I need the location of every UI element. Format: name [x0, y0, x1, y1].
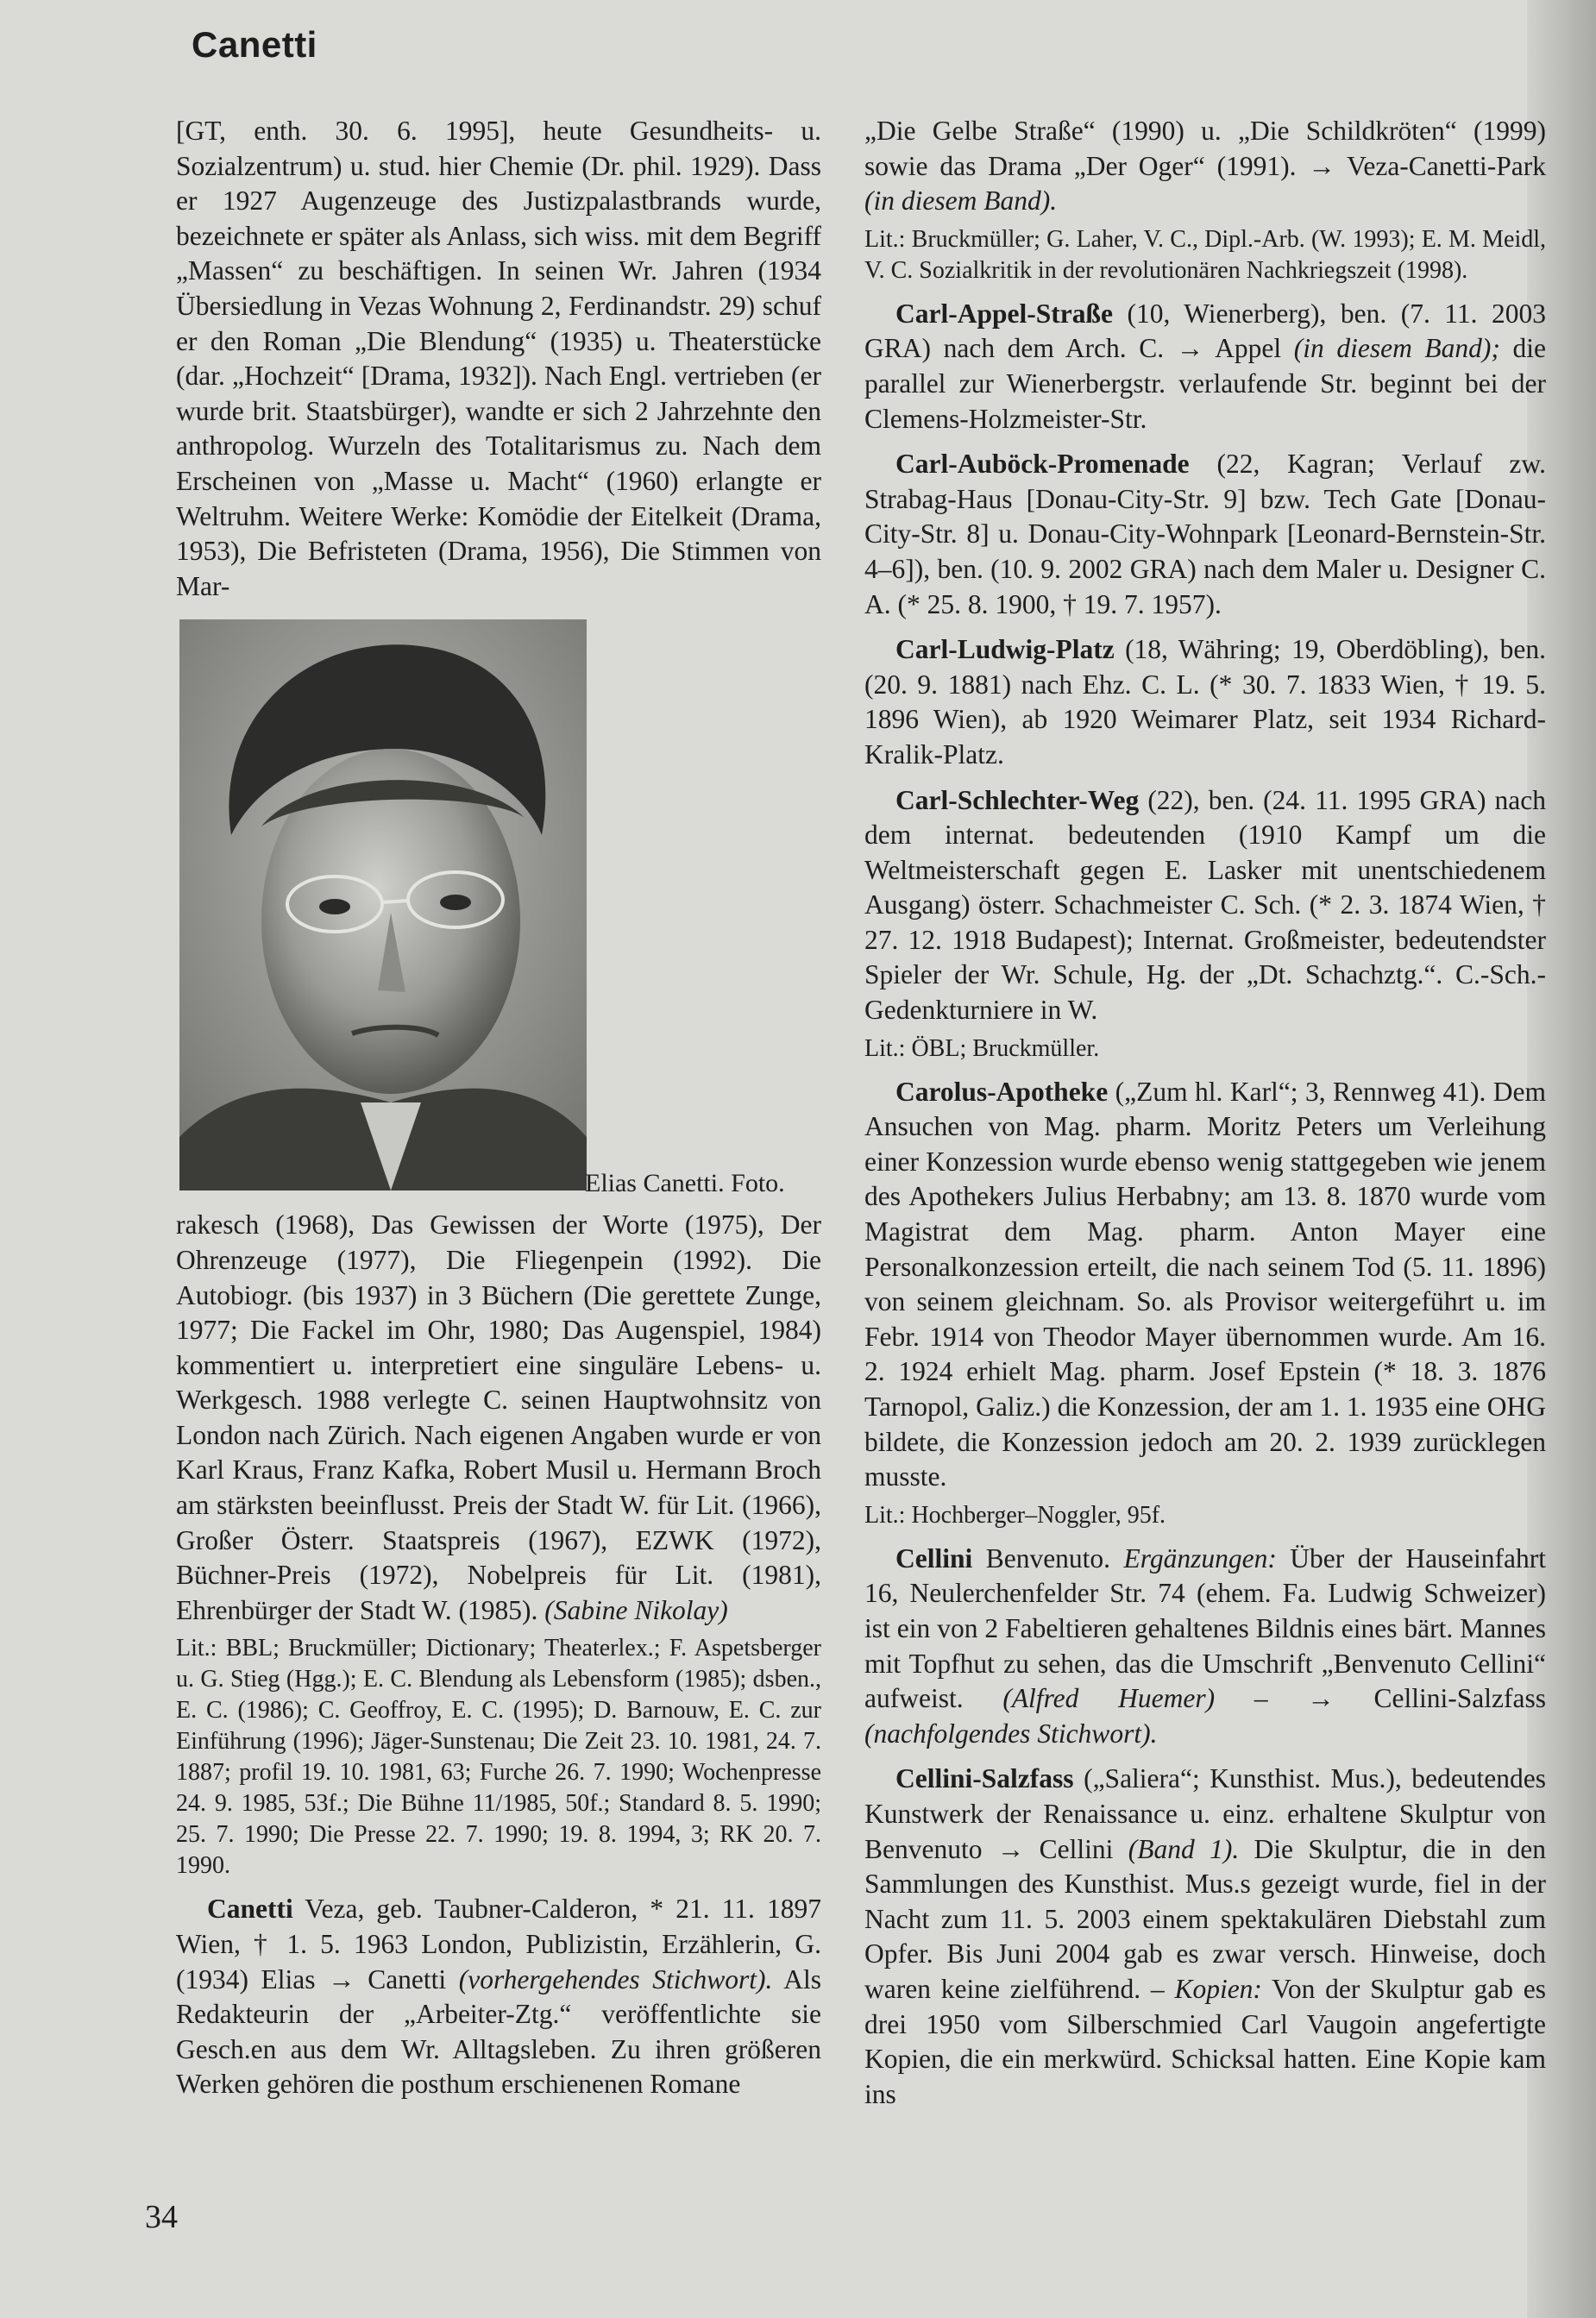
- veza-cont-text: „Die Gelbe Straße“ (1990) u. „Die Schildkröten“ (1999) sowie das Drama „Der Oger“ (1991). → Veza-Canetti-Park: [864, 116, 1546, 181]
- author-sabine-nikolay: (Sabine Nikolay): [544, 1594, 728, 1625]
- elias-text: rakesch (1968), Das Gewissen der Worte (1975), Der Ohrenzeuge (1977), Die Fliegenpein (1992). Die Autobiogr. (bis 1937) in 3 Büchern (Die gerettete Zunge, 1977; Die Fackel im Ohr, 1980; Das Augenspiel, 1984) kommentiert u. interpretiert eine singuläre Lebens- u. Werkgesch. 1988 verlegte C. seinen Hauptwohnsitz von London nach Zürich. Nach eigenen Angaben wurde er von Karl Kraus, Franz Kafka, Robert Musil u. Hermann Broch am stärksten beeinflusst. Preis der Stadt W. für Lit. (1966), Großer Österr. Staatspreis (1967), EZWK (1972), Büchner-Preis (1972), Nobelpreis für Lit. (1981), Ehrenbürger der Stadt W. (1985).: [176, 1209, 821, 1625]
- photo-figure: [176, 619, 821, 1199]
- entry-veza-canetti: [176, 1892, 821, 2102]
- veza-crossref: (vorhergehendes Stichwort).: [458, 1963, 773, 1994]
- e7-text-b: Die Skulptur, die in den Sammlungen des Kunsthist. Mus.s gezeigt wurde, fiel in der Nacht zum 11. 5. 2003 einem spektakulären Diebstahl zum Opfer. Bis Juni 2004 gab es zwar versch. Hinweise, doch waren keine zielführend. –: [864, 1833, 1546, 2004]
- headword-carl-schlechter-weg: Carl-Schlechter-Weg: [895, 784, 1140, 815]
- paragraph-veza-continued: [864, 114, 1546, 219]
- literature-elias: Lit.: BBL; Bruckmüller; Dictionary; Theaterlex.; F. Aspetsberger u. G. Stieg (Hgg.); E. C. Blendung als Lebensform (1985); dsben., E. C. (1986); C. Geoffroy, E. C. (1995); D. Barnouw, E. C. zur Einführung (1996); Jäger-Sunstenau; Die Zeit 23. 10. 1981, 24. 7. 1887; profil 19. 10. 1981, 63; Furche 26. 7. 1990; Wochenpresse 24. 9. 1985, 53f.; Die Bühne 11/1985, 50f.; Standard 8. 5. 1990; 25. 7. 1990; Die Presse 22. 7. 1990; 19. 8. 1994, 3; RK 20. 7. 1990.: [176, 1635, 821, 1880]
- author-alfred-huemer: (Alfred Huemer): [1002, 1683, 1216, 1714]
- entry-carolus-apotheke: [864, 1075, 1546, 1495]
- photo-caption: Elias Canetti. Foto.: [585, 1168, 785, 1197]
- e6-text-a: Benvenuto.: [972, 1542, 1124, 1574]
- e7-text-a: („Saliera“; Kunsthist. Mus.), bedeutendes Kunstwerk der Renaissance u. einz. erhaltene Skulptur von Benvenuto → Cellini: [864, 1763, 1546, 1864]
- paragraph-elias-part2: [176, 1208, 821, 1628]
- headword-carl-ludwig-platz: Carl-Ludwig-Platz: [895, 634, 1115, 665]
- e6-ergaenzungen: Ergänzungen:: [1123, 1542, 1277, 1574]
- literature-veza: Lit.: Bruckmüller; G. Laher, V. C., Dipl.-Arb. (W. 1993); E. M. Meidl, V. C. Sozialkritik in der revolutionären Nachkriegszeit (1998).: [864, 225, 1546, 284]
- running-head: Canetti: [192, 24, 317, 65]
- e6-crossref: (nachfolgendes Stichwort).: [864, 1718, 1158, 1749]
- literature-apotheke: Lit.: Hochberger–Noggler, 95f.: [864, 1501, 1166, 1529]
- e7-text-c: Von der Skulptur gab es drei 1950 vom Silberschmied Carl Vaugoin angefertigte Kopien, die ein merkwürd. Schicksal hatten. Eine Kopie kam ins: [864, 1973, 1547, 2109]
- e1-text-b: die parallel zur Wienerbergstr. verlaufende Str. beginnt bei der Clemens-Holzmeister-Str.: [864, 333, 1547, 434]
- headword-carolus-apotheke: Carolus-Apotheke: [895, 1076, 1109, 1107]
- e5-text: („Zum hl. Karl“; 3, Rennweg 41). Dem Ansuchen von Mag. pharm. Moritz Peters um Verleihung einer Konzession wurde ebenso wenig stattgegeben wie jenem des Apothekers Julius Herbabny; am 13. 8. 1870 wurde vom Magistrat dem Mag. pharm. Anton Mayer eine Personalkonzession erteilt, die nach seinem Tod (5. 11. 1896) von seinem gleichnam. So. als Provisor weitergeführt u. im Febr. 1914 von Theodor Mayer übernommen wurde. Am 16. 2. 1924 erhielt Mag. pharm. Josef Epstein (* 18. 3. 1876 Tarnopol, Galiz.) die Konzession, der am 1. 1. 1935 eine OHG bildete, die Konzession jedoch am 20. 2. 1939 zurücklegen musste.: [864, 1076, 1546, 1492]
- entry-carl-ludwig-platz: [864, 632, 1546, 772]
- page-number: 34: [145, 2199, 178, 2235]
- e1-text-a: (10, Wienerberg), ben. (7. 11. 2003 GRA) nach dem Arch. C. → Appel: [864, 298, 1546, 364]
- e6-text-b: Über der Hauseinfahrt 16, Neulerchenfelder Str. 74 (ehem. Fa. Ludwig Schweizer) ist ein von 2 Fabeltieren gehaltenes Bildnis eines bärt. Mannes mit Topfhut zu sehen, das die Umschrift „Benvenuto Cellini“ aufweist.: [864, 1542, 1546, 1714]
- e4-text: (22), ben. (24. 11. 1995 GRA) nach dem internat. bedeutenden (1910 Kampf um die Weltmeisterschaft gegen E. Lasker mit unentschiedenem Ausgang) österr. Schachmeister C. Sch. (* 2. 3. 1874 Wien, † 27. 12. 1918 Budapest); Internat. Großmeister, bedeutendster Spieler der Wr. Schule, Hg. der „Dt. Schachztg.“. C.-Sch.-Gedenkturniere in W.: [864, 784, 1546, 1026]
- paragraph-elias-part1: [GT, enth. 30. 6. 1995], heute Gesundheits- u. Sozialzentrum) u. stud. hier Chemie (Dr. phil. 1929). Dass er 1927 Augenzeuge des Justizpalastbrands wurde, bezeichnete er später als Anlass, sich wiss. mit dem Begriff „Massen“ zu beschäftigen. In seinen Wr. Jahren (1934 Übersiedlung in Vezas Wohnung 2, Ferdinandstr. 29) schuf er den Roman „Die Blendung“ (1935) u. Theaterstücke (dar. „Hochzeit“ [Drama, 1932]). Nach Engl. vertrieben (er wurde brit. Staatsbürger), wandte er sich 2 Jahrzehnte den anthropolog. Wurzeln des Totalitarismus zu. Nach dem Erscheinen von „Masse u. Macht“ (1960) erlangte er Weltruhm. Weitere Werke: Komödie der Eitelkeit (Drama, 1953), Die Befristeten (Drama, 1956), Die Stimmen von Mar-: [176, 116, 821, 601]
- right-column: [864, 114, 1546, 2112]
- e1-crossref: (in diesem Band);: [1293, 333, 1500, 364]
- e7-crossref: (Band 1).: [1128, 1833, 1240, 1864]
- veza-text-b: Als Redakteurin der „Arbeiter-Ztg.“ veröffentlichte sie Gesch.en aus dem Wr. Alltagsleben. Zu ihren größeren Werken gehören die posthum erschienenen Romane: [176, 1963, 821, 2100]
- literature-schlechter: Lit.: ÖBL; Bruckmüller.: [864, 1034, 1100, 1062]
- entry-carl-appel-strasse: [864, 297, 1546, 437]
- entry-carl-schlechter-weg: [864, 783, 1546, 1028]
- headword-cellini-salzfass: Cellini-Salzfass: [895, 1763, 1074, 1794]
- e7-kopien: Kopien:: [1174, 1973, 1262, 2004]
- e2-text: (22, Kagran; Verlauf zw. Strabag-Haus [Donau-City-Str. 9] bzw. Tech Gate [Donau-City-Str. 8] u. Donau-City-Wohnpark [Leonard-Bernstein-Str. 4–6]), ben. (10. 9. 2002 GRA) nach dem Maler u. Designer C. A. (* 25. 8. 1900, † 19. 7. 1957).: [864, 449, 1546, 619]
- headword-carl-appel-strasse: Carl-Appel-Straße: [895, 298, 1113, 329]
- e6-text-c: – → Cellini-Salzfass: [1215, 1683, 1546, 1714]
- e3-text: (18, Währing; 19, Oberdöbling), ben. (20. 9. 1881) nach Ehz. C. L. (* 30. 7. 1833 Wien, † 19. 5. 1896 Wien), ab 1920 Weimarer Platz, seit 1934 Richard-Kralik-Platz.: [864, 634, 1546, 770]
- portrait-photo: [179, 619, 587, 1190]
- entry-carl-auboeck-promenade: [864, 447, 1546, 622]
- portrait-image: [179, 619, 587, 1190]
- veza-text-a: Veza, geb. Taubner-Calderon, * 21. 11. 1897 Wien, † 1. 5. 1963 London, Publizistin, Erzählerin, G. (1934) Elias → Canetti: [176, 1894, 821, 1994]
- entry-cellini: [864, 1542, 1546, 1752]
- veza-park-crossref: (in diesem Band).: [864, 185, 1058, 217]
- headword-cellini: Cellini: [895, 1542, 973, 1574]
- entry-cellini-salzfass: [864, 1762, 1546, 2112]
- headword-carl-auboeck-promenade: Carl-Auböck-Promenade: [895, 449, 1190, 480]
- left-column: [176, 114, 821, 2102]
- headword-canetti-veza: Canetti: [207, 1894, 293, 1925]
